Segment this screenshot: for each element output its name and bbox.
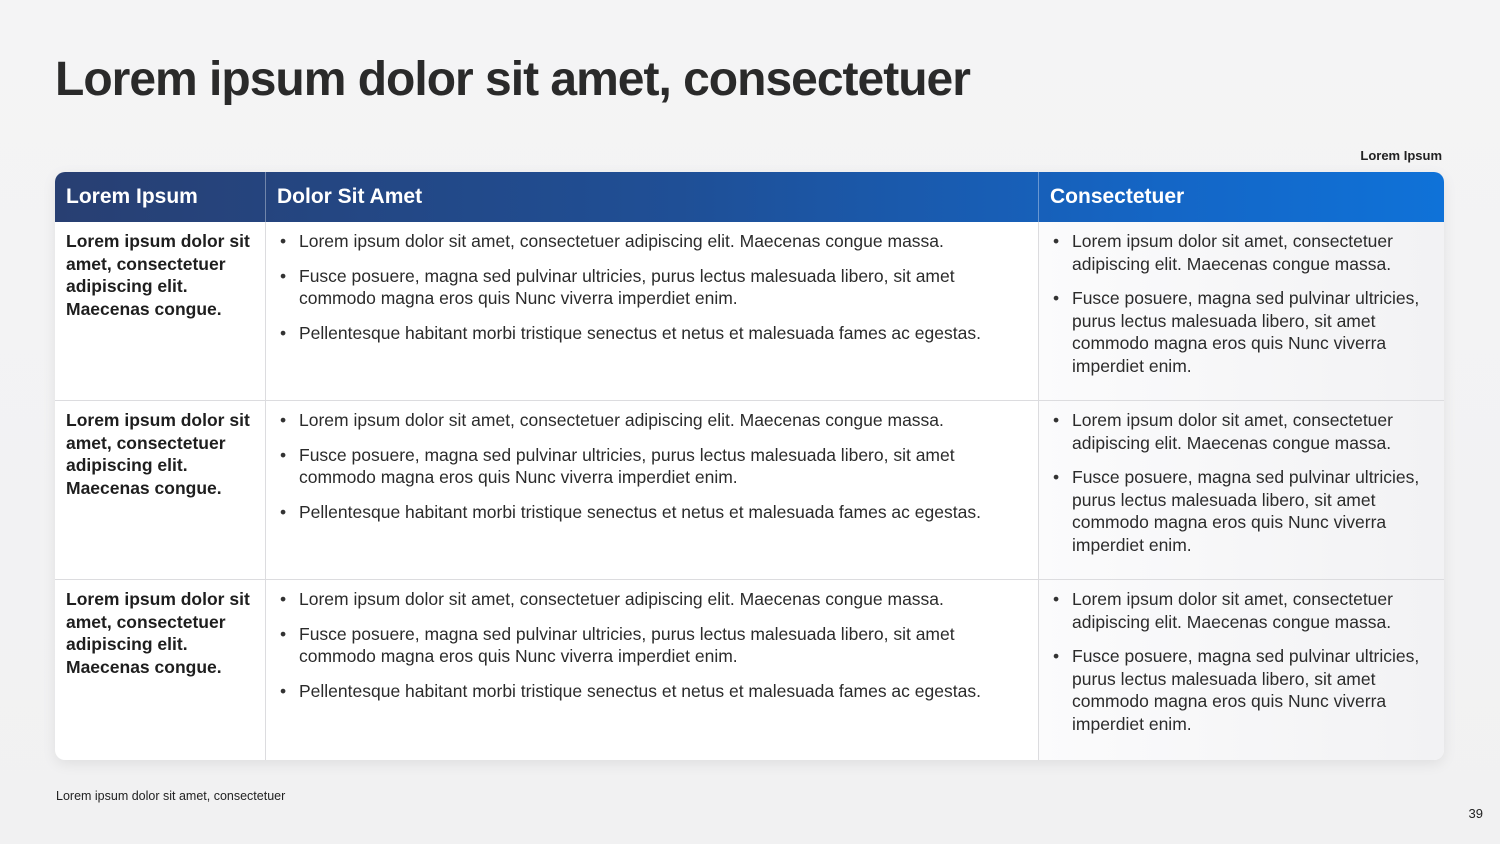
bullet-item: • Pellentesque habitant morbi tristique senectus et netus et malesuada fames ac egestas. [277,501,1027,524]
page-number: 39 [1468,806,1483,821]
bullet-item: • Fusce posuere, magna sed pulvinar ultricies, purus lectus malesuada libero, sit amet commodo magna eros quis Nunc viverra imperdiet enim. [1050,287,1433,377]
bullet-list [1050,409,1433,556]
bullet-list [277,409,1027,523]
bullet-list [1050,588,1433,735]
row-lead-cell [55,222,266,400]
bullet-cell [1039,580,1444,760]
footnote: Lorem ipsum dolor sit amet, consectetuer [56,789,286,803]
row-lead-text: Lorem ipsum dolor sit amet, consectetuer adipiscing elit. Maecenas congue. [66,410,250,498]
bullet-cell [266,222,1039,400]
row-lead-cell [55,580,266,760]
bullet-list [277,230,1027,344]
bullet-item: • Lorem ipsum dolor sit amet, consectetuer adipiscing elit. Maecenas congue massa. [277,409,1027,432]
bullet-item: • Pellentesque habitant morbi tristique senectus et netus et malesuada fames ac egestas. [277,322,1027,345]
bullet-item: • Lorem ipsum dolor sit amet, consectetuer adipiscing elit. Maecenas congue massa. [1050,409,1433,454]
bullet-item: • Fusce posuere, magna sed pulvinar ultricies, purus lectus malesuada libero, sit amet commodo magna eros quis Nunc viverra imperdiet enim. [277,265,1027,310]
table-caption: Lorem Ipsum [1360,148,1442,163]
table-row [55,401,1444,580]
bullet-item: • Fusce posuere, magna sed pulvinar ultricies, purus lectus malesuada libero, sit amet commodo magna eros quis Nunc viverra imperdiet enim. [1050,466,1433,556]
bullet-item: • Fusce posuere, magna sed pulvinar ultricies, purus lectus malesuada libero, sit amet commodo magna eros quis Nunc viverra imperdiet enim. [1050,645,1433,735]
table-header-row [55,172,1444,222]
row-lead-text: Lorem ipsum dolor sit amet, consectetuer adipiscing elit. Maecenas congue. [66,589,250,677]
bullet-cell [266,580,1039,760]
bullet-list [277,588,1027,702]
bullet-cell [1039,222,1444,400]
bullet-cell [1039,401,1444,579]
table-row [55,580,1444,760]
column-header-dolor-sit-amet: Dolor Sit Amet [266,172,1039,222]
slide-title: Lorem ipsum dolor sit amet, consectetuer [55,53,970,106]
table-row [55,222,1444,401]
comparison-table [55,172,1444,760]
bullet-item: • Lorem ipsum dolor sit amet, consectetuer adipiscing elit. Maecenas congue massa. [277,230,1027,253]
row-lead-cell [55,401,266,579]
bullet-item: • Lorem ipsum dolor sit amet, consectetuer adipiscing elit. Maecenas congue massa. [1050,230,1433,275]
bullet-item: • Pellentesque habitant morbi tristique senectus et netus et malesuada fames ac egestas. [277,680,1027,703]
column-header-lorem-ipsum: Lorem Ipsum [55,172,266,222]
bullet-item: • Lorem ipsum dolor sit amet, consectetuer adipiscing elit. Maecenas congue massa. [277,588,1027,611]
bullet-cell [266,401,1039,579]
bullet-list [1050,230,1433,377]
bullet-item: • Lorem ipsum dolor sit amet, consectetuer adipiscing elit. Maecenas congue massa. [1050,588,1433,633]
bullet-item: • Fusce posuere, magna sed pulvinar ultricies, purus lectus malesuada libero, sit amet commodo magna eros quis Nunc viverra imperdiet enim. [277,623,1027,668]
row-lead-text: Lorem ipsum dolor sit amet, consectetuer adipiscing elit. Maecenas congue. [66,231,250,319]
column-header-consectetuer: Consectetuer [1050,185,1185,208]
bullet-item: • Fusce posuere, magna sed pulvinar ultricies, purus lectus malesuada libero, sit amet commodo magna eros quis Nunc viverra imperdiet enim. [277,444,1027,489]
